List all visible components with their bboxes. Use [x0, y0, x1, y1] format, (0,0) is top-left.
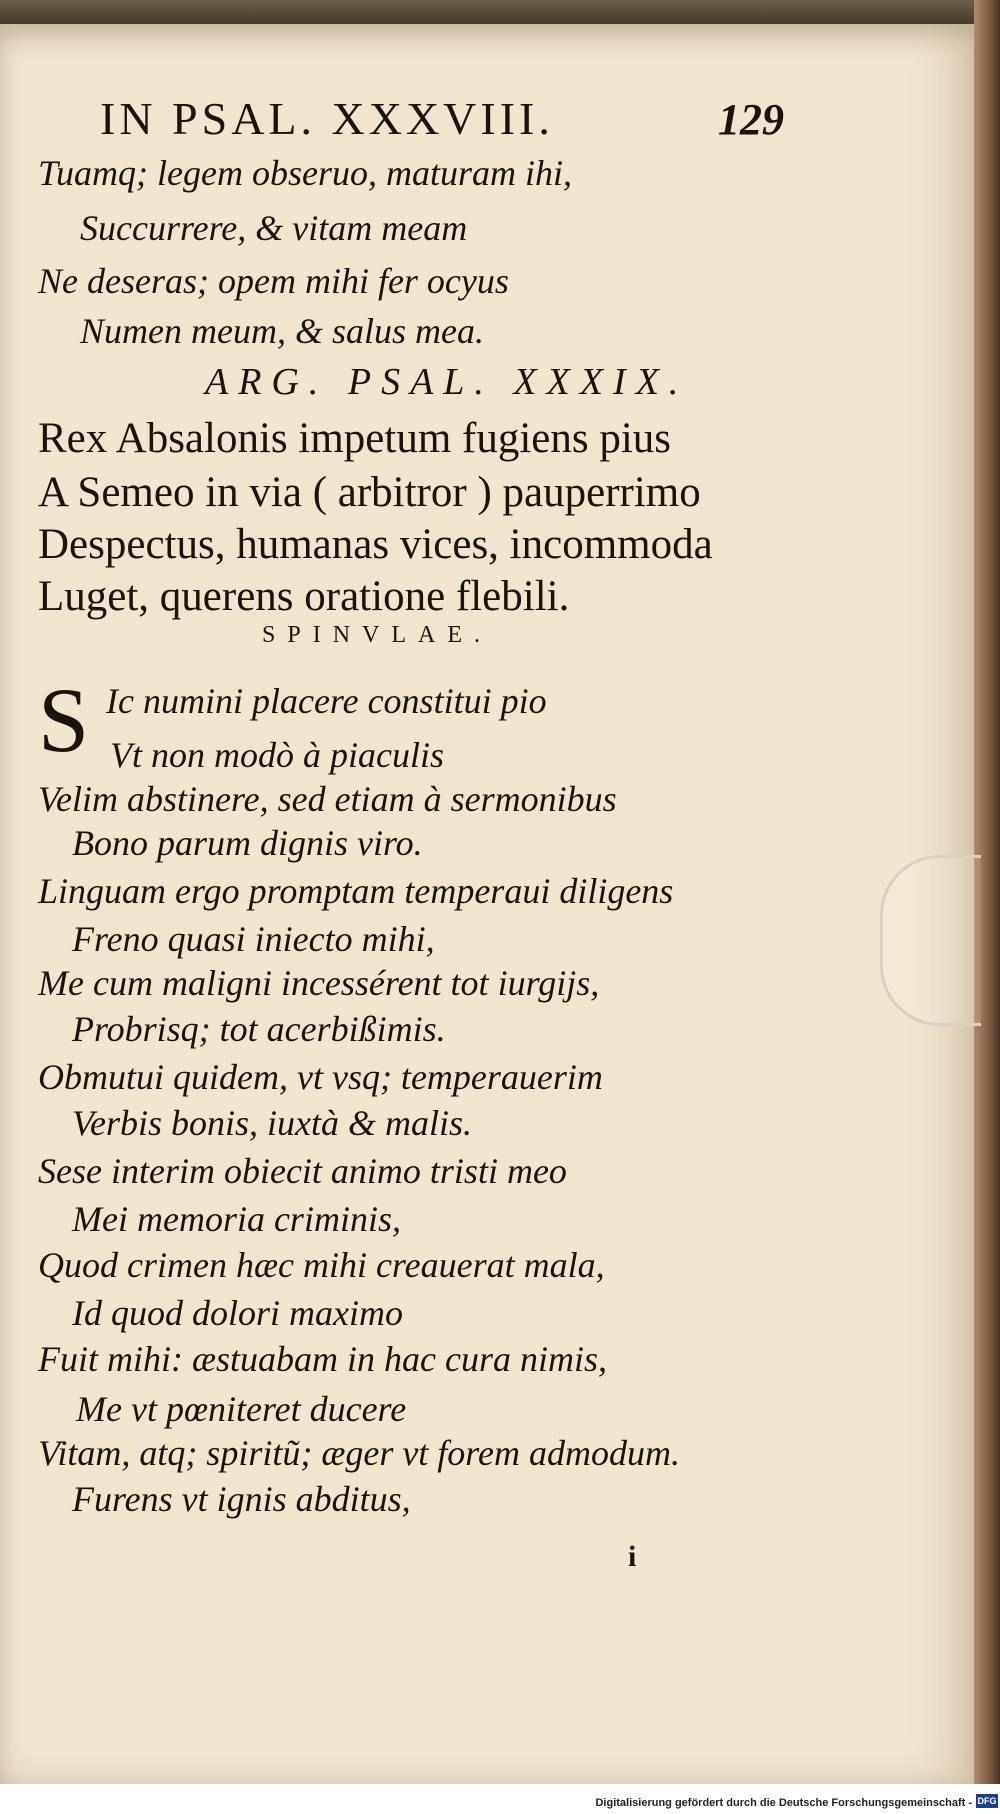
poem-line: Vitam, atq; spiritũ; æger vt forem admodum.: [38, 1433, 680, 1473]
poem-line: Velim abstinere, sed etiam à sermonibus: [38, 779, 617, 819]
poem-line: Me vt pœniteret ducere: [76, 1389, 407, 1429]
poem-line: Me cum maligni incessérent tot iurgijs,: [38, 963, 600, 1003]
poem-line: Verbis bonis, iuxtà & malis.: [72, 1103, 473, 1143]
argument-line: Luget, querens oratione flebili.: [38, 573, 570, 620]
prev-psalm-line: Tuamq; legem obseruo, maturam ihi,: [38, 153, 572, 193]
page-number: 129: [718, 95, 784, 144]
page-clip: [880, 855, 981, 1026]
poem-line: Sese interim obiecit animo tristi meo: [38, 1151, 567, 1191]
poem-line: Mei memoria criminis,: [72, 1199, 401, 1239]
catchword: i: [628, 1540, 637, 1573]
poem-line: Freno quasi iniecto mihi,: [72, 919, 435, 959]
running-head: IN PSAL. XXXVIII.: [100, 93, 554, 144]
argument-line: Rex Absalonis impetum fugiens pius: [38, 415, 672, 462]
argument-line: A Semeo in via ( arbitror ) pauperrimo: [38, 469, 701, 516]
dfg-logo: DFG: [977, 1796, 997, 1806]
poem-line: Obmutui quidem, vt vsq; temperauerim: [38, 1057, 603, 1097]
poem-line: Probrisq; tot acerbißimis.: [72, 1009, 446, 1049]
meter-heading: SPINVLAE.: [262, 622, 493, 648]
poem-line: Id quod dolori maximo: [72, 1293, 403, 1333]
prev-psalm-line: Succurrere, & vitam meam: [80, 208, 468, 248]
digitization-credit: Digitalisierung gefördert durch die Deutsche Forschungsgemeinschaft -: [595, 1797, 972, 1809]
poem-line: Bono parum dignis viro.: [72, 823, 423, 863]
poem-line: Linguam ergo promptam temperaui diligens: [38, 871, 674, 911]
poem-line: Ic numini placere constitui pio: [106, 681, 547, 721]
poem-line: Quod crimen hæc mihi creauerat mala,: [38, 1245, 605, 1285]
prev-psalm-line: Ne deseras; opem mihi fer ocyus: [38, 261, 509, 301]
prev-psalm-line: Numen meum, & salus mea.: [80, 311, 484, 351]
argument-heading: ARG. PSAL. XXXIX.: [205, 361, 689, 403]
poem-line: Furens vt ignis abditus,: [72, 1479, 411, 1519]
poem-line: Fuit mihi: æstuabam in hac cura nimis,: [38, 1339, 607, 1379]
poem-line: Vt non modò à piaculis: [110, 735, 444, 775]
argument-line: Despectus, humanas vices, incommoda: [38, 521, 713, 568]
drop-cap: S: [38, 669, 90, 771]
